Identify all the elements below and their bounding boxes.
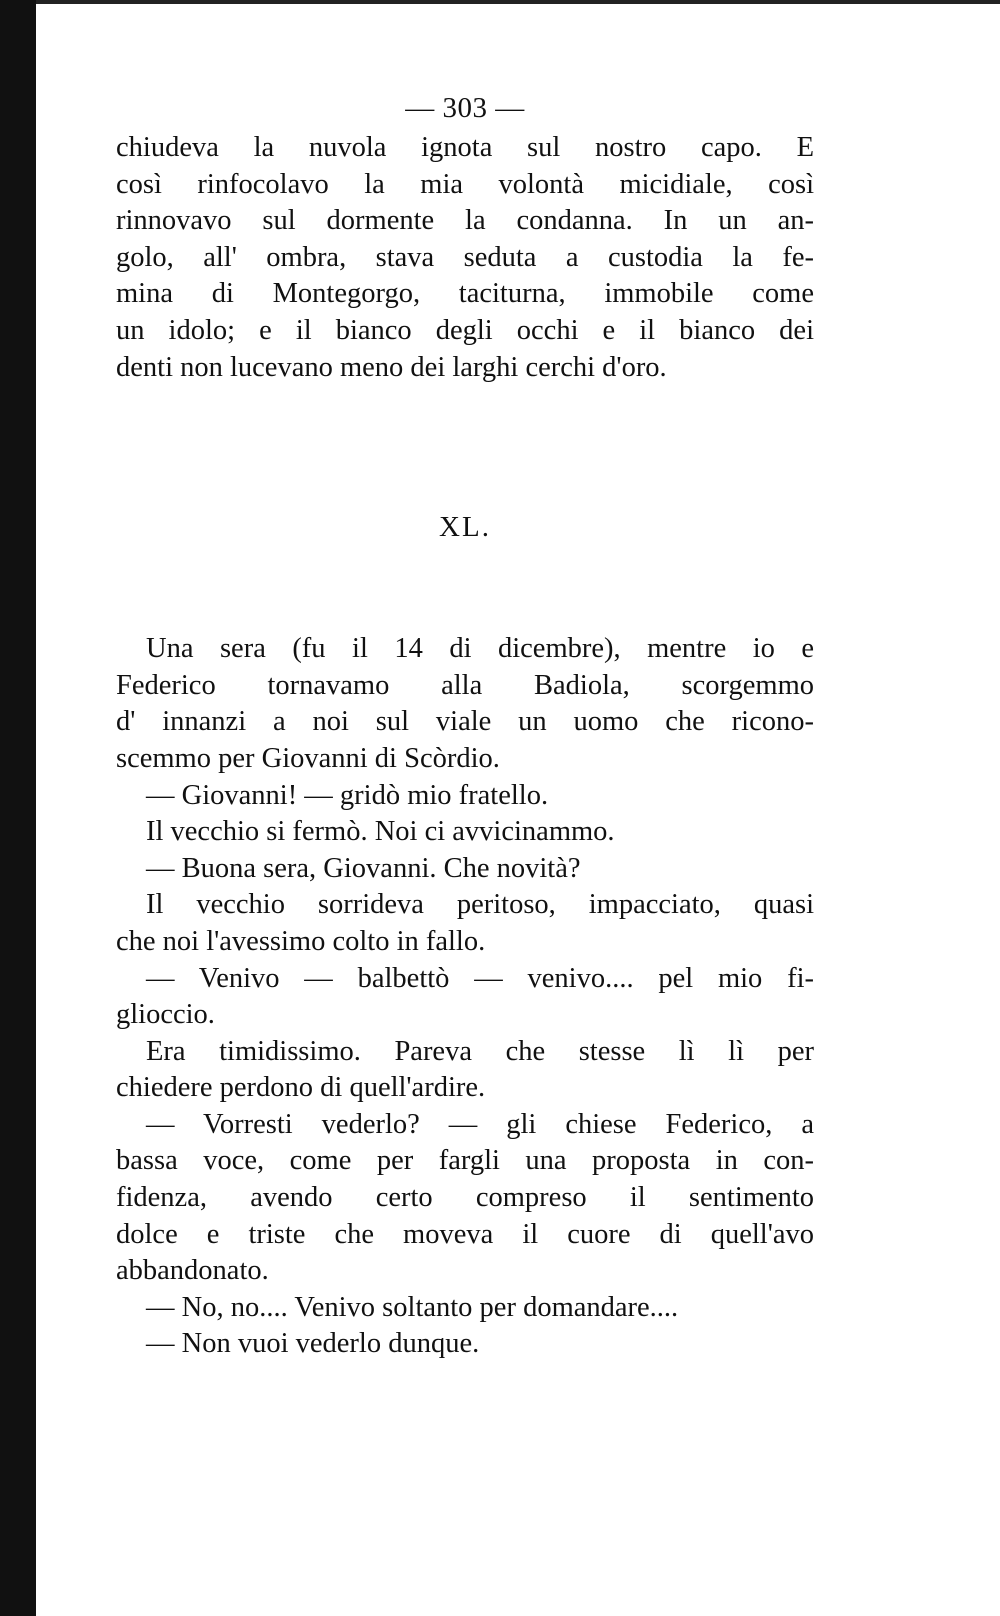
text-line: Una sera (fu il 14 di dicembre), mentre io e — [146, 633, 814, 665]
text-line: chiudeva la nuvola ignota sul nostro capo. E — [116, 132, 814, 163]
text-line: — No, no.... Venivo soltanto per domandare.... — [146, 1291, 679, 1323]
text-line: — Non vuoi vederlo dunque. — [146, 1328, 480, 1360]
text-line: fidenza, avendo certo compreso il sentimento — [116, 1182, 814, 1214]
text-line: dolce e triste che moveva il cuore di quell'avo — [116, 1218, 814, 1250]
scan-top-edge — [36, 0, 1000, 4]
text-line: glioccio. — [116, 999, 215, 1031]
text-line: così rinfocolavo la mia volontà micidiale, così — [116, 168, 814, 200]
text-line: — Giovanni! — gridò mio fratello. — [146, 779, 549, 811]
text-line: Federico tornavamo alla Badiola, scorgemmo — [116, 669, 814, 701]
text-line: rinnovavo sul dormente la condanna. In un an- — [116, 205, 814, 237]
text-line: — Venivo — balbettò — venivo.... pel mio fi- — [146, 962, 814, 994]
paragraph-continuation — [116, 130, 814, 386]
chapter-heading: XL. — [439, 511, 491, 544]
text-line: un idolo; e il bianco degli occhi e il bianco dei — [116, 314, 814, 346]
text-line: abbandonato. — [116, 1255, 269, 1287]
text-line: — Buona sera, Giovanni. Che novità? — [146, 852, 581, 884]
chapter-body — [116, 631, 814, 1363]
text-line: chiedere perdono di quell'ardire. — [116, 1072, 486, 1104]
text-line: Il vecchio si fermò. Noi ci avvicinammo. — [146, 816, 615, 848]
text-line: golo, all' ombra, stava seduta a custodia la fe- — [116, 241, 814, 273]
text-line: che noi l'avessimo colto in fallo. — [116, 925, 486, 957]
text-line: bassa voce, come per fargli una proposta in con- — [116, 1145, 814, 1177]
text-line: Il vecchio sorrideva peritoso, impacciato, quasi — [146, 889, 814, 921]
text-line: denti non lucevano meno dei larghi cerchi d'oro. — [116, 351, 667, 383]
text-line: scemmo per Giovanni di Scòrdio. — [116, 742, 500, 774]
text-line: — Vorresti vederlo? — gli chiese Federico, a — [146, 1108, 814, 1140]
text-line: d' innanzi a noi sul viale un uomo che ricono- — [116, 706, 814, 738]
text-line: Era timidissimo. Pareva che stesse lì lì per — [146, 1035, 814, 1067]
text-line: mina di Montegorgo, taciturna, immobile come — [116, 278, 814, 310]
scan-page-edge — [0, 0, 36, 1616]
page-number: — 303 — — [405, 92, 525, 124]
book-page — [116, 86, 814, 1363]
